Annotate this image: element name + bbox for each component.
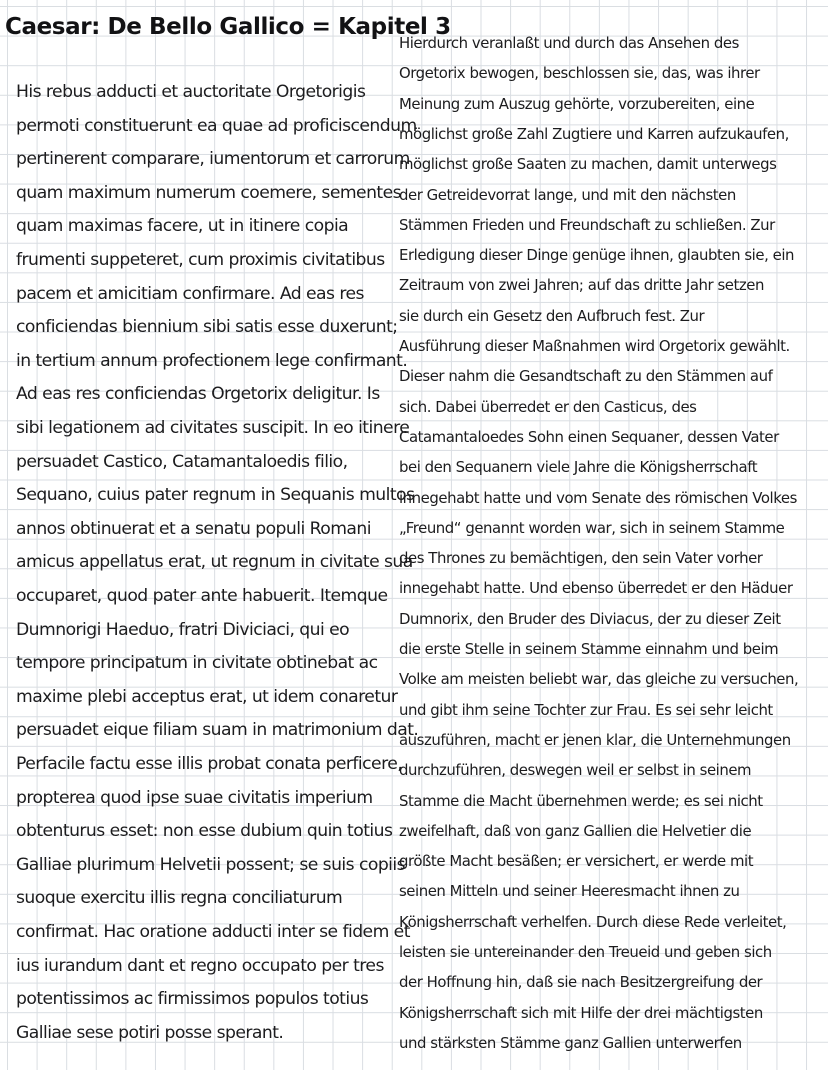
latin-text-line: maxime plebi acceptus erat, ut idem conaretur — [16, 686, 398, 707]
german-text-line: und stärksten Stämme ganz Gallien unterwerfen — [399, 1033, 742, 1052]
latin-text-line: potentissimos ac firmissimos populos totius — [16, 989, 369, 1010]
german-text-line: bei den Sequanern viele Jahre die Königsherrschaft — [399, 458, 758, 477]
latin-text-line: quam maximum numerum coemere, sementes — [16, 182, 402, 203]
latin-text-line: His rebus adducti et auctoritate Orgetorigis — [16, 82, 366, 102]
latin-text-line: ius iurandum dant et regno occupato per tres — [16, 955, 384, 976]
latin-text-line: Ad eas res conficiendas Orgetorix deligitur. Is — [16, 384, 380, 405]
latin-text-line: Dumnorigi Haeduo, fratri Diviciaci, qui eo — [16, 619, 350, 640]
latin-text-line: tempore principatum in civitate obtinebat ac — [16, 653, 378, 674]
german-text-line: des Thrones zu bemächtigen, den sein Vater vorher — [399, 549, 763, 568]
german-text-line: zweifelhaft, daß von ganz Gallien die Helvetier die — [399, 821, 752, 840]
latin-text-line: amicus appellatus erat, ut regnum in civitate sua — [16, 552, 413, 573]
german-text-line: sie durch ein Gesetz den Aufbruch fest. Zur — [399, 306, 705, 325]
latin-text-line: sibi legationem ad civitates suscipit. In eo itinere — [16, 418, 410, 438]
latin-text-line: Perfacile factu esse illis probat conata perficere, — [16, 754, 403, 774]
latin-text-line: Sequano, cuius pater regnum in Sequanis multos — [16, 485, 415, 506]
latin-text-line: pertinerent comparare, iumentorum et carrorum — [16, 149, 410, 170]
german-text-line: Stamme die Macht übernehmen werde; es sei nicht — [399, 791, 763, 810]
german-text-line: die erste Stelle in seinem Stamme einnahm und beim — [399, 640, 779, 658]
german-text-line: „Freund“ genannt worden war, sich in seinem Stamme — [399, 518, 785, 537]
latin-text-line: confirmat. Hac oratione adducti inter se fidem et — [16, 922, 410, 942]
latin-text-line: persuadet Castico, Catamantaloedis filio, — [16, 451, 348, 472]
german-text-line: seinen Mitteln und seiner Heeresmacht ihnen zu — [399, 882, 740, 901]
latin-text-line: Galliae sese potiri posse sperant. — [16, 1022, 284, 1043]
latin-text-line: in tertium annum profectionem lege confirmant. — [16, 350, 408, 371]
latin-text-line: propterea quod ipse suae civitatis imperium — [16, 787, 373, 808]
german-text-line: Königsherrschaft verhelfen. Durch diese Rede verleitet, — [399, 912, 787, 931]
latin-text-line: occuparet, quod pater ante habuerit. Itemque — [16, 586, 388, 606]
german-text-line: Stämmen Frieden und Freundschaft zu schließen. Zur — [399, 215, 775, 234]
german-text-line: Volke am meisten beliebt war, das gleiche zu versuchen, — [399, 670, 799, 689]
german-text-line: und gibt ihm seine Tochter zur Frau. Es sei sehr leicht — [399, 700, 773, 719]
german-text-line: der Getreidevorrat lange, und mit den nächsten — [399, 185, 736, 204]
page-title: Caesar: De Bello Gallico = Kapitel 3 — [5, 14, 451, 40]
latin-text-line: frumenti suppeteret, cum proximis civitatibus — [16, 250, 385, 270]
german-text-line: innegehabt hatte. Und ebenso überredet er den Häduer — [399, 579, 793, 598]
german-text-line: Dieser nahm die Gesandtschaft zu den Stämmen auf — [399, 367, 773, 386]
latin-text-line: suoque exercitu illis regna conciliaturum — [16, 888, 343, 909]
german-text-line: Orgetorix bewogen, beschlossen sie, das, was ihrer — [399, 64, 760, 83]
german-text-line: der Hoffnung hin, daß sie nach Besitzergreifung der — [399, 973, 763, 992]
latin-text-line: annos obtinuerat et a senatu populi Romani — [16, 518, 371, 539]
german-text-line: leisten sie untereinander den Treueid und geben sich — [399, 943, 772, 961]
latin-text-line: persuadet eique filiam suam in matrimonium dat. — [16, 720, 419, 741]
german-text-line: auszuführen, macht er jenen klar, die Unternehmungen — [399, 730, 791, 749]
german-text-line: Dumnorix, den Bruder des Diviacus, der zu dieser Zeit — [399, 609, 781, 628]
german-text-line: Königsherrschaft sich mit Hilfe der drei mächtigsten — [399, 1003, 763, 1022]
german-text-line: Erledigung dieser Dinge genüge ihnen, glaubten sie, ein — [399, 246, 795, 265]
german-text-line: möglichst große Zahl Zugtiere und Karren aufzukaufen, — [399, 124, 789, 143]
german-text-line: größte Macht besäßen; er versichert, er werde mit — [399, 852, 754, 871]
german-text-line: innegehabt hatte und vom Senate des römischen Volkes — [399, 488, 797, 507]
german-text-line: durchzuführen, deswegen weil er selbst in seinem — [399, 761, 752, 780]
german-text-line: Meinung zum Auszug gehörte, vorzubereiten, eine — [399, 94, 755, 113]
german-text-line: Ausführung dieser Maßnahmen wird Orgetorix gewählt. — [399, 337, 790, 355]
latin-text-line: conficiendas biennium sibi satis esse duxerunt; — [16, 317, 398, 338]
german-text-line: Zeitraum von zwei Jahren; auf das dritte Jahr setzen — [399, 276, 764, 295]
latin-text-line: quam maximas facere, ut in itinere copia — [16, 216, 349, 237]
latin-text-line: Galliae plurimum Helvetii possent; se suis copiis — [16, 854, 406, 875]
german-text-line: sich. Dabei überredet er den Casticus, des — [399, 397, 697, 416]
latin-text-line: permoti constituerunt ea quae ad proficiscendum — [16, 115, 417, 136]
german-text-line: Hierdurch veranlaßt und durch das Ansehen des — [399, 34, 739, 52]
latin-text-line: pacem et amicitiam confirmare. Ad eas res — [16, 283, 364, 304]
german-text-line: möglichst große Saaten zu machen, damit unterwegs — [399, 155, 777, 174]
german-text-line: Catamantaloedes Sohn einen Sequaner, dessen Vater — [399, 427, 779, 446]
latin-text-line: obtenturus esset: non esse dubium quin totius — [16, 821, 393, 842]
